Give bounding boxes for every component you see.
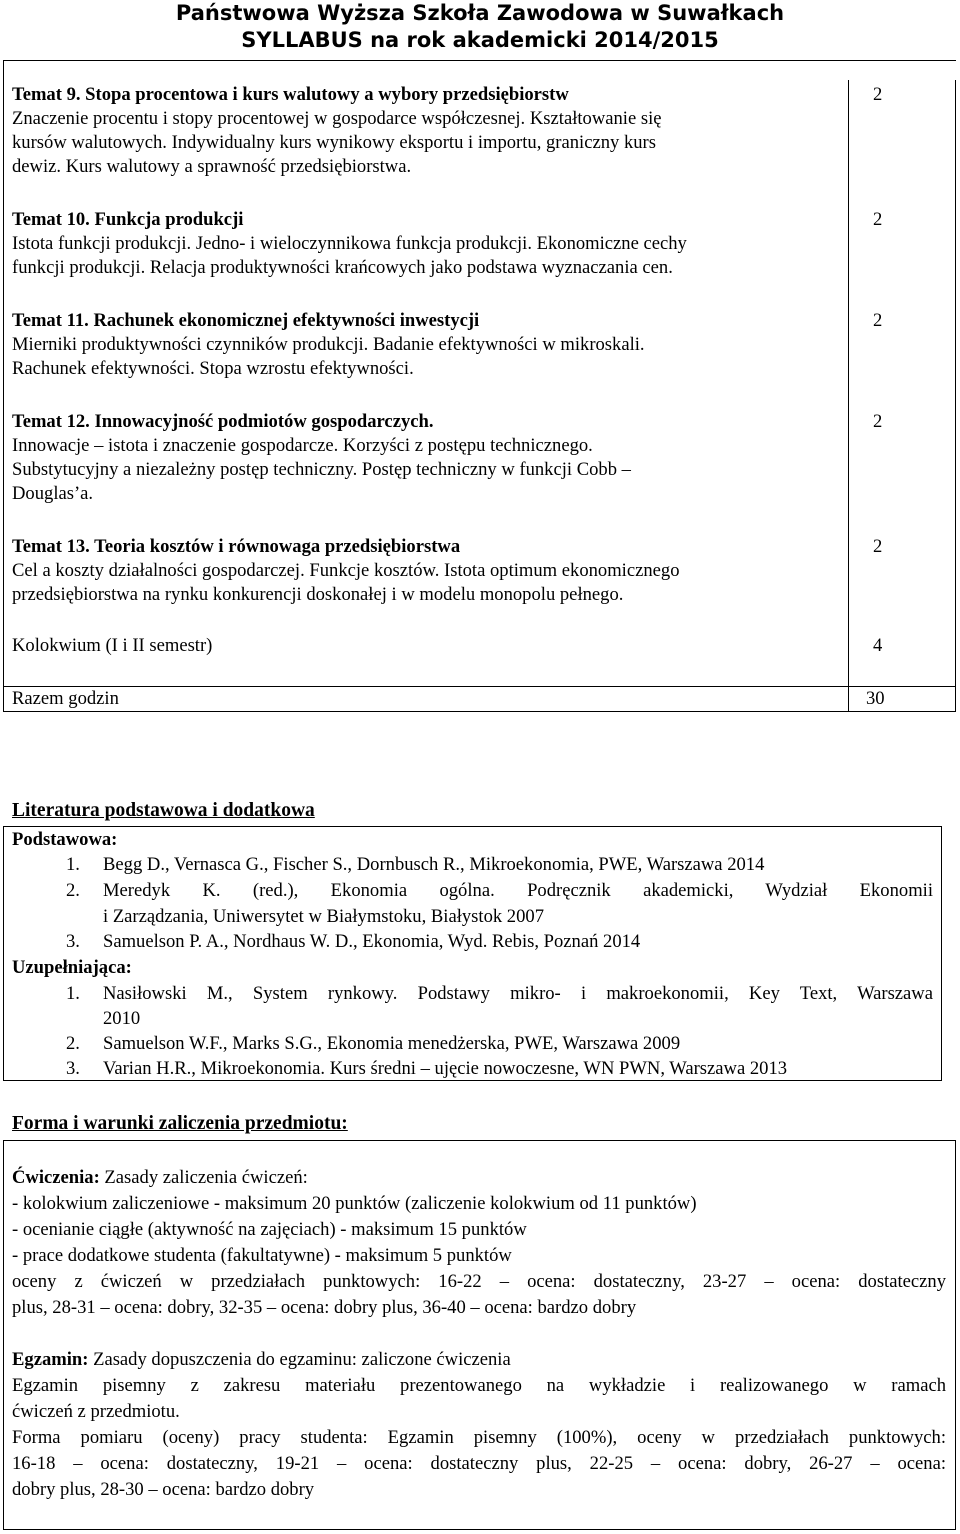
exercises-rule-line: - prace dodatkowe studenta (fakultatywne) - maksimum 5 punktów: [12, 1245, 512, 1266]
assessment-box-top: [3, 1140, 956, 1141]
table-left-border: [3, 60, 4, 712]
topic-description-line: Substytucyjny a niezależny postęp techniczny. Postęp techniczny w funkcji Cobb –: [12, 459, 631, 480]
literature-supplementary-label: Uzupełniająca:: [12, 957, 132, 978]
exam-description-line: 16-18 – ocena: dostateczny, 19-21 – ocena: dostateczny plus, 22-25 – ocena: dobry, 26-27 – ocena:: [12, 1453, 946, 1474]
topic-title: Temat 11. Rachunek ekonomicznej efektywności inwestycji: [12, 310, 480, 331]
topic-description-line: Innowacje – istota i znaczenie gospodarcze. Korzyści z postępu technicznego.: [12, 435, 593, 456]
topic-hours: 2: [873, 411, 883, 432]
assessment-box-right: [955, 1140, 956, 1530]
exercises-rule-line: - ocenianie ciągłe (aktywność na zajęciach) - maksimum 15 punktów: [12, 1219, 527, 1240]
list-number: 3.: [66, 931, 80, 952]
topic-description-line: Znaczenie procentu i stopy procentowej w gospodarce współczesnej. Kształtowanie się: [12, 108, 662, 129]
topic-description-line: Mierniki produktywności czynników produkcji. Badanie efektywności w mikroskali.: [12, 334, 645, 355]
bibliography-entry-continued: 2010: [103, 1008, 141, 1029]
topic-hours: 2: [873, 310, 883, 331]
exercises-intro: Zasady zaliczenia ćwiczeń:: [99, 1167, 308, 1188]
exam-description-line: Forma pomiaru (oceny) pracy studenta: Egzamin pisemny (100%), oceny w przedziałach punktowych:: [12, 1427, 946, 1448]
colloquium-hours: 4: [873, 635, 883, 656]
table-column-divider: [848, 80, 849, 712]
exam-description-line: Egzamin pisemny z zakresu materiału prezentowanego na wykładzie i realizowanego w ramach: [12, 1375, 946, 1396]
exercises-rules-line: [12, 1166, 308, 1190]
bibliography-entry: Samuelson P. A., Nordhaus W. D., Ekonomia, Wyd. Rebis, Poznań 2014: [103, 931, 641, 952]
exam-description-line: ćwiczeń z przedmiotu.: [12, 1401, 180, 1422]
bibliography-entry: Samuelson W.F., Marks S.G., Ekonomia menedżerska, PWE, Warszawa 2009: [103, 1033, 681, 1054]
literature-heading: Literatura podstawowa i dodatkowa: [12, 800, 315, 821]
exam-description-line: dobry plus, 28-30 – ocena: bardzo dobry: [12, 1479, 315, 1500]
table-total-divider: [3, 686, 956, 687]
list-number: 2.: [66, 1033, 80, 1054]
exercises-label: Ćwiczenia:: [12, 1167, 100, 1188]
table-top-border: [3, 60, 956, 61]
table-right-border: [955, 80, 956, 712]
exercises-grading-line: plus, 28-31 – ocena: dobry, 32-35 – ocena: dobry plus, 36-40 – ocena: bardzo dobry: [12, 1297, 637, 1318]
table-bottom-border: [3, 711, 956, 712]
topic-description-line: przedsiębiorstwa na rynku konkurencji doskonałej i w modelu monopolu pełnego.: [12, 584, 624, 605]
topic-title: Temat 10. Funkcja produkcji: [12, 209, 244, 230]
assessment-heading: Forma i warunki zaliczenia przedmiotu:: [12, 1113, 348, 1134]
topic-description-line: dewiz. Kurs walutowy a sprawność przedsiębiorstwa.: [12, 156, 412, 177]
topic-title: Temat 9. Stopa procentowa i kurs walutowy a wybory przedsiębiorstw: [12, 84, 569, 105]
topic-title: Temat 13. Teoria kosztów i równowaga przedsiębiorstwa: [12, 536, 461, 557]
list-number: 2.: [66, 880, 80, 901]
exercises-rule-line: - kolokwium zaliczeniowe - maksimum 20 punktów (zaliczenie kolokwium od 11 punktów): [12, 1193, 697, 1214]
document-header-institution: Państwowa Wyższa Szkoła Zawodowa w Suwałkach: [175, 1, 785, 25]
exam-label: Egzamin:: [12, 1349, 89, 1370]
exam-rules-line: [12, 1348, 511, 1372]
list-number: 1.: [66, 983, 80, 1004]
list-number: 3.: [66, 1058, 80, 1079]
literature-box-left: [3, 826, 4, 1081]
topic-title: Temat 12. Innowacyjność podmiotów gospodarczych.: [12, 411, 434, 432]
document-header-syllabus: SYLLABUS na rok akademicki 2014/2015: [241, 28, 719, 52]
total-label: Razem godzin: [12, 688, 119, 709]
topic-hours: 2: [873, 84, 883, 105]
exam-intro: Zasady dopuszczenia do egzaminu: zaliczone ćwiczenia: [88, 1349, 511, 1370]
topic-hours: 2: [873, 209, 883, 230]
bibliography-entry: Nasiłowski M., System rynkowy. Podstawy mikro- i makroekonomii, Key Text, Warszawa: [103, 983, 933, 1004]
topic-description-line: Douglas’a.: [12, 483, 94, 504]
bibliography-entry: Meredyk K. (red.), Ekonomia ogólna. Podręcznik akademicki, Wydział Ekonomii: [103, 880, 933, 901]
bibliography-entry-continued: i Zarządzania, Uniwersytet w Białymstoku, Białystok 2007: [103, 906, 544, 927]
bibliography-entry: Begg D., Vernasca G., Fischer S., Dornbusch R., Mikroekonomia, PWE, Warszawa 2014: [103, 854, 765, 875]
total-hours: 30: [866, 688, 885, 709]
bibliography-entry: Varian H.R., Mikroekonomia. Kurs średni – ujęcie nowoczesne, WN PWN, Warszawa 2013: [103, 1058, 788, 1079]
list-number: 1.: [66, 854, 80, 875]
topic-description-line: kursów walutowych. Indywidualny kurs wynikowy eksportu i importu, graniczny kurs: [12, 132, 656, 153]
literature-basic-label: Podstawowa:: [12, 829, 118, 850]
topic-hours: 2: [873, 536, 883, 557]
topic-description-line: Cel a koszty działalności gospodarczej. Funkcje kosztów. Istota optimum ekonomicznego: [12, 560, 680, 581]
colloquium-label: Kolokwium (I i II semestr): [12, 635, 213, 656]
topic-description-line: Rachunek efektywności. Stopa wzrostu efektywności.: [12, 358, 414, 379]
literature-box-top: [3, 826, 942, 827]
literature-box-right: [941, 826, 942, 1081]
topic-description-line: Istota funkcji produkcji. Jedno- i wieloczynnikowa funkcja produkcji. Ekonomiczne cechy: [12, 233, 687, 254]
assessment-box-left: [3, 1140, 4, 1530]
assessment-box-bottom: [3, 1529, 956, 1530]
topic-description-line: funkcji produkcji. Relacja produktywności krańcowych jako podstawa wyznaczania cen.: [12, 257, 673, 278]
exercises-grading-line: oceny z ćwiczeń w przedziałach punktowych: 16-22 – ocena: dostateczny, 23-27 – ocena: dostateczny: [12, 1271, 946, 1292]
